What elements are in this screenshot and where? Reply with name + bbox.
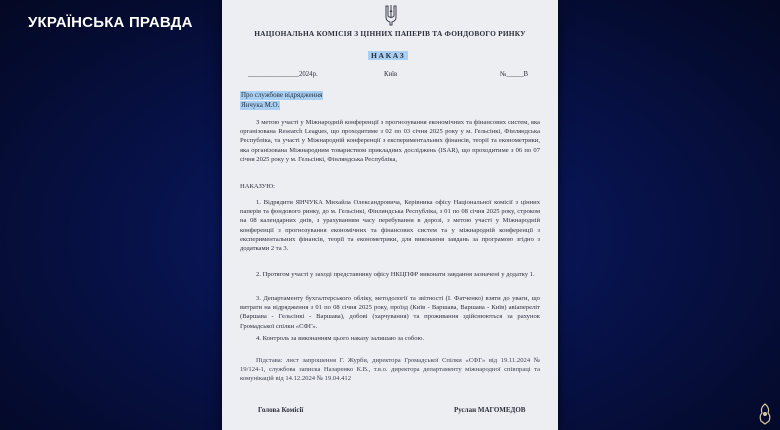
- nakazuyu-heading: НАКАЗУЮ:: [240, 183, 275, 190]
- channel-watermark-icon: [756, 402, 774, 426]
- document-page: [222, 0, 558, 430]
- org-title: НАЦІОНАЛЬНА КОМІСІЯ З ЦІННИХ ПАПЕРІВ ТА ФОНДОВОГО РИНКУ: [254, 29, 526, 38]
- order-item-3: 3. Департаменту бухгалтерського обліку, методології та звітності (І. Фатченко) взяти до уваги, що витрати на відрядження з 01 по 08 січня 2025 року, проїзд (Київ - Варшава, Варшава - Київ) авіапереліт (Варшава - Гельсінкі - Варшава), добові (харчування) та проживання здійснюються за рахунок Громадської спілки «СФГ».: [240, 295, 540, 330]
- doc-date: _______________2024р.: [248, 71, 318, 78]
- doc-type-heading: НАКАЗ: [368, 51, 408, 60]
- doc-number: №_____В: [500, 71, 529, 78]
- signer-name: Руслан МАГОМЕДОВ: [454, 406, 526, 414]
- trident-emblem-icon: [384, 4, 398, 26]
- subject-line-1: Про службове відрядження: [241, 91, 323, 99]
- order-item-2: 2. Протягом участі у заходi представнику офiсу НКЦПФР виконати завдання зазначені у додатку 1.: [256, 271, 535, 278]
- brand-logo-text: УКРАЇНСЬКА ПРАВДА: [28, 14, 193, 31]
- intro-paragraph: З метою участі у Міжнародній конференції з прогнозування економічних та фінансових систем, яка організована Research Leagues, що проходитиме з 02 по 03 січня 2025 року у м. Гельсінкі, Фінляндська Республіка, та участі у Міжнародній конференції з експериментальних фінансів, теорії та економетрики, яка організована Міжнародним товариством прикладних досліджень (ISAR), що проходитиме з 06 по 07 січня 2025 року у м. Гельсінкі, Фінляндська Республіка,: [240, 119, 540, 163]
- signer-title: Голова Комісії: [258, 406, 304, 414]
- doc-city: Київ: [384, 71, 398, 78]
- basis-paragraph: Підстава: лист запрошення Г. Журби, директора Громадської Спілки «СФГ» від 19.11.2024 № 19/124-1, службова записка Назаренко К.В., т.в.о. директора департаменту міжнародної співпраці та комунікацій від 14.12.2024 № 19.04.412: [240, 357, 540, 383]
- subject-line-2: Янчука М.О.: [241, 101, 280, 109]
- order-item-1: 1. Відрядити ЯНЧУКА Михайла Олександровича, Керівника офісу Національної комісії з цінних паперів та фондового ринку, до м. Гельсінкі, Фінляндська Республіка, з 01 по 08 січня 2025 року, строком на 08 календарних днів, з урахуванням часу перебування в дорозі, з метою участі у Міжнародній конференції з прогнозування економічних та фінансових систем та у міжнародній конференції з експериментальних фінансів, теорії та економетрики, для виконання завдань за програмою згідно з додатками 2 та 3.: [240, 199, 540, 253]
- order-item-4: 4. Контроль за виконанням цього наказу залишаю за собою.: [256, 335, 425, 342]
